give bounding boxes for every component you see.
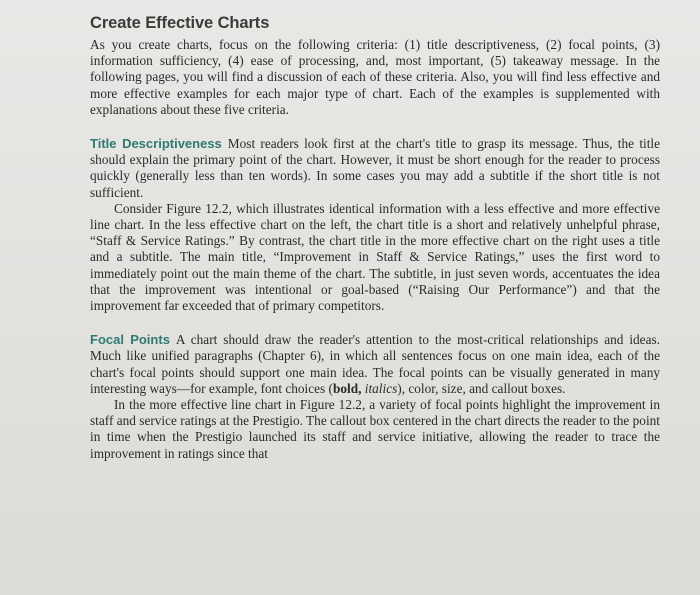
figure-discussion-paragraph: Consider Figure 12.2, which illustrates identical information with a less effective and more effective line chart. In the less effective chart on the left, the chart title is a short and relatively unhelpful phrase, “Staff & Service Ratings.” By contrast, the chart title in the more effective chart on the right uses a title and a subtitle. The main title, “Improvement in Staff & Service Ratings,” uses the first word to immediately point out the main theme of the chart. The subtitle, in just seven words, accentuates the idea that the improvement was intentional or goal-based (“Raising Our Performance”) and that the improvement far exceeded that of primary competitors. — [90, 200, 660, 314]
focal-points-example-paragraph: In the more effective line chart in Figure 12.2, a variety of focal points highlight the improvement in staff and service ratings at the Prestigio. The callout box centered in the chart directs the reader to the point in time when the Prestigio launched its staff and service initiative, allowing the reader to trace the improvement in ratings since that — [90, 397, 660, 461]
focal-points-text: A chart should draw the reader's attention to the most-critical relationships and ideas. Much like unified paragraphs (Chapter 6), in which all sentences focus on one main idea, each of the chart's focal points should support one main idea. The focal points can be visually generated in many interesting ways—for example, font choices ( — [90, 332, 660, 396]
spacer — [90, 118, 660, 136]
intro-paragraph: As you create charts, focus on the following criteria: (1) title descriptiveness, (2) focal points, (3) information sufficiency, (4) ease of processing, and, most important, (5) takeaway message. In the following pages, you will find a discussion of each of these criteria. Also, you will find less effective and more effective examples for each major type of chart. Each of the examples is supplemented with explanations about these five criteria. — [90, 37, 660, 117]
focal-points-tail: ), color, size, and callout boxes. — [397, 380, 566, 396]
spacer — [90, 314, 660, 332]
section-heading: Create Effective Charts — [90, 14, 270, 32]
focal-points-paragraph — [90, 332, 660, 397]
italics-example: italics — [364, 380, 398, 396]
bold-example: bold, — [332, 380, 362, 396]
focal-points-subhead: Focal Points — [90, 332, 170, 348]
title-descriptiveness-text: Most readers look first at the chart's title to grasp its message. Thus, the title should explain the primary point of the chart. However, it must be short enough for the reader to process quickly (generally less than ten words). In some cases you may add a subtitle if the short title is not sufficient. — [90, 136, 660, 200]
title-descriptiveness-subhead: Title Descriptiveness — [90, 136, 222, 152]
title-descriptiveness-paragraph — [90, 136, 660, 201]
